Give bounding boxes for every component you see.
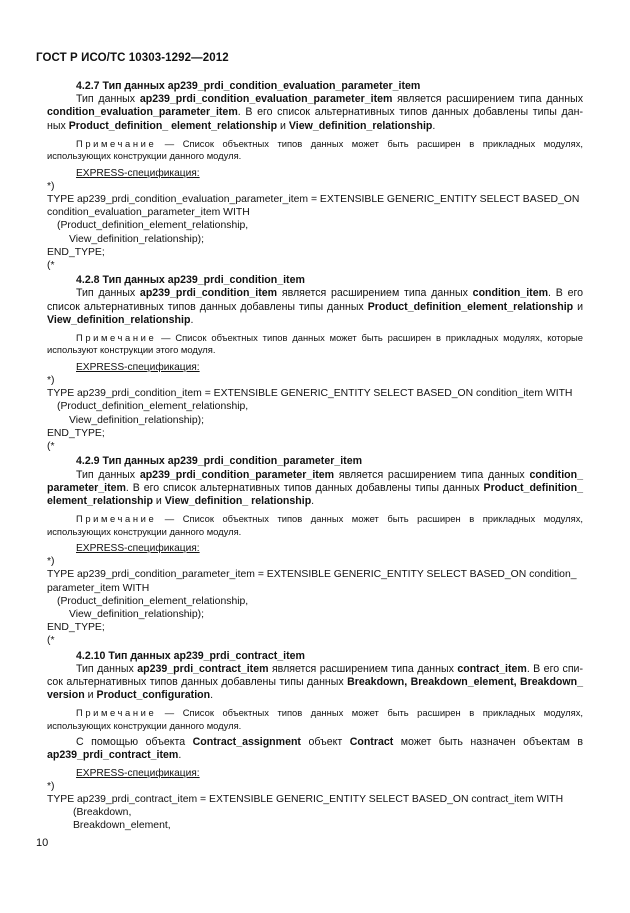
bold-term: Breakdown, Breakdown_element, Breakdown_ version	[47, 675, 583, 702]
section-paragraph	[47, 469, 583, 509]
code-line: END_TYPE;	[47, 246, 105, 258]
page-number: 10	[36, 837, 49, 849]
section-paragraph	[47, 663, 583, 703]
bold-term: ap239_prdi_condition_item	[139, 287, 278, 300]
text-run: Тип данных	[76, 468, 140, 481]
text-run: . В его список альтернативных типов данных добавлены типы данных	[47, 287, 584, 313]
bold-term: contract_item	[457, 662, 527, 675]
bold-term: condition_item	[472, 287, 549, 300]
code-line: (Product_definition_element_relationship,	[57, 595, 249, 607]
section-paragraph	[47, 93, 583, 133]
text-run: и	[152, 494, 165, 507]
code-line: (*	[47, 635, 55, 647]
bold-term: Product_definition_ element_relationship	[68, 119, 278, 132]
code-line: TYPE ap239_prdi_condition_evaluation_parameter_item = EXTENSIBLE GENERIC_ENTITY SELECT BASED_ON condition_evaluation_parameter_item WITH	[47, 194, 580, 219]
code-line: TYPE ap239_prdi_contract_item = EXTENSIBLE GENERIC_ENTITY SELECT BASED_ON contract_item WITH	[47, 793, 564, 805]
bold-term: View_definition_ relationship	[164, 494, 312, 507]
code-line: (*	[47, 441, 55, 453]
bold-term: condition_evaluation_parameter_item	[47, 106, 238, 119]
note-paragraph	[47, 707, 583, 732]
code-line: (Breakdown,	[73, 807, 132, 819]
text-run: объект	[300, 736, 350, 749]
note-text: — Список объектных типов данных может быть расширен в прикладных модулях, использующих конструкции данного модуля.	[47, 513, 583, 537]
text-run: и	[277, 119, 289, 132]
code-line: View_definition_relationship);	[69, 414, 204, 426]
note-paragraph	[47, 332, 583, 357]
express-spec-label: EXPRESS-спецификация:	[76, 767, 200, 779]
code-line: (*	[47, 260, 55, 272]
text-run: может быть назначен объектам в	[393, 736, 584, 749]
section-heading: 4.2.9 Тип данных ap239_prdi_condition_parameter_item	[76, 455, 363, 468]
text-run: .	[432, 119, 436, 132]
bold-term: View_definition_relationship	[47, 313, 191, 326]
code-line: (Product_definition_element_relationship,	[57, 220, 249, 232]
express-spec-label: EXPRESS-спецификация:	[76, 361, 200, 373]
code-line: View_definition_relationship);	[69, 608, 204, 620]
bold-term: View_definition_relationship	[288, 119, 433, 132]
text-run: . В его спи-сок альтернативных типов данных добавлены типы данных	[47, 662, 584, 688]
extra-paragraph	[47, 736, 583, 762]
code-line: TYPE ap239_prdi_condition_item = EXTENSIBLE GENERIC_ENTITY SELECT BASED_ON condition_item WITH	[47, 388, 573, 400]
note-text: — Список объектных типов данных может быть расширен в прикладных модулях, использующих конструкции данного модуля.	[47, 137, 583, 162]
code-line: *)	[47, 556, 55, 568]
text-run: .	[178, 749, 182, 762]
code-line: *)	[47, 780, 55, 792]
text-run: С помощью объекта	[76, 736, 193, 749]
code-line: (Product_definition_element_relationship,	[57, 401, 249, 413]
code-line: Breakdown_element,	[73, 820, 171, 832]
code-line: END_TYPE;	[47, 622, 105, 634]
code-line: View_definition_relationship);	[69, 233, 204, 245]
section-heading: 4.2.10 Тип данных ap239_prdi_contract_item	[76, 649, 305, 662]
section-paragraph	[47, 287, 583, 327]
bold-term: ap239_prdi_contract_item	[137, 662, 269, 675]
note-text: — Список объектных типов данных может быть расширен в прикладных модулях, которые используют конструкции этого модуля.	[47, 332, 583, 356]
bold-term: Product_definition_element_relationship	[367, 300, 574, 313]
note-label: Примечание	[76, 332, 157, 344]
text-run: и	[84, 689, 97, 702]
text-run: . В его список альтернативных типов данных добавлены типы данных	[125, 481, 484, 494]
text-run: .	[311, 494, 315, 507]
text-run: является расширением типа данных	[392, 93, 583, 106]
section-heading: 4.2.7 Тип данных ap239_prdi_condition_evaluation_parameter_item	[76, 80, 421, 92]
text-run: является расширением типа данных	[334, 468, 530, 481]
text-run: является расширением типа данных	[268, 662, 458, 675]
bold-term: ap239_prdi_condition_parameter_item	[139, 468, 335, 481]
code-line: *)	[47, 180, 55, 192]
text-run: и	[573, 300, 583, 313]
note-label: Примечание	[76, 513, 157, 525]
text-run: Тип данных	[76, 662, 138, 675]
section-heading: 4.2.8 Тип данных ap239_prdi_condition_item	[76, 274, 305, 287]
text-run: .	[190, 313, 194, 326]
text-run: .	[210, 689, 214, 702]
note-text: — Список объектных типов данных может быть расширен в прикладных модулях, использующих конструкции данного модуля.	[47, 707, 583, 731]
code-line: END_TYPE;	[47, 427, 105, 439]
text-run: Тип данных	[76, 93, 140, 106]
code-line: *)	[47, 375, 55, 387]
bold-term: Product_definition_ element_relationship	[47, 481, 583, 507]
text-run: Тип данных	[76, 287, 140, 300]
note-paragraph	[47, 513, 583, 538]
bold-term: ap239_prdi_contract_item	[47, 749, 179, 762]
bold-term: Contract	[349, 736, 394, 749]
bold-term: Product_configuration	[96, 689, 211, 702]
express-spec-label: EXPRESS-спецификация:	[76, 542, 200, 554]
bold-term: ap239_prdi_condition_evaluation_parameter_item	[139, 93, 393, 106]
note-paragraph	[47, 138, 583, 163]
text-run: является расширением типа данных	[277, 287, 473, 300]
page-content	[47, 78, 583, 833]
bold-term: Contract_assignment	[192, 736, 301, 749]
code-line: TYPE ap239_prdi_condition_parameter_item = EXTENSIBLE GENERIC_ENTITY SELECT BASED_ON condition_ parameter_item WITH	[47, 569, 577, 594]
bold-term: condition_ parameter_item	[47, 468, 583, 494]
express-spec-label: EXPRESS-спецификация:	[76, 167, 200, 179]
note-label: Примечание	[76, 137, 157, 149]
note-label: Примечание	[76, 707, 157, 719]
text-run: . В его список альтернативных типов данных добавлены типы дан-ных	[47, 106, 583, 132]
running-header: ГОСТ Р ИСО/ТС 10303-1292—2012	[36, 52, 229, 64]
